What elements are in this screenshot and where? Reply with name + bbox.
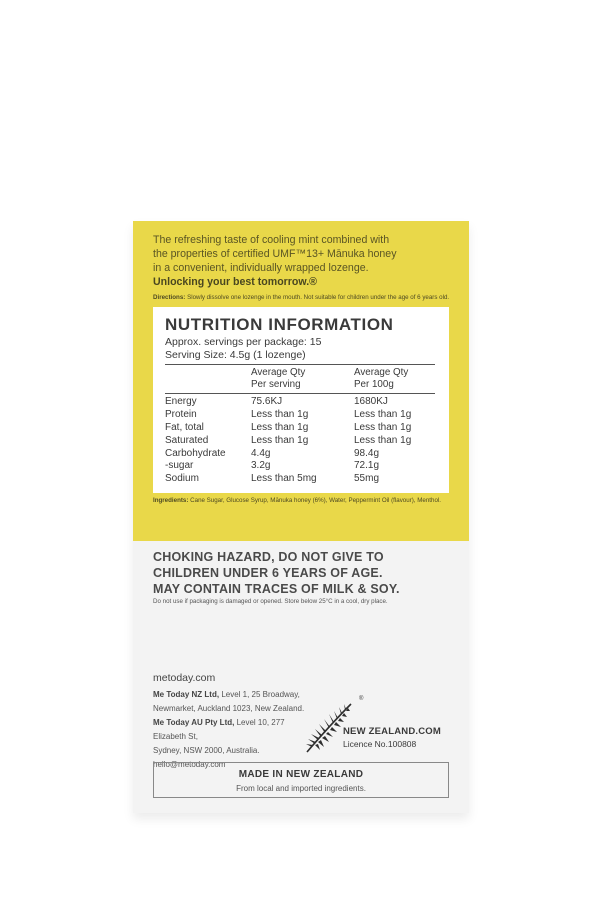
nutrient-per-100g: 72.1g	[354, 460, 380, 471]
storage-instructions: Do not use if packaging is damaged or opened. Store below 25°C in a cool, dry place.	[153, 598, 388, 605]
nutrient-per-100g: Less than 1g	[354, 422, 412, 433]
nutrient-per-100g: Less than 1g	[354, 409, 412, 420]
nutrient-per-serving: 4.4g	[251, 448, 271, 459]
column-header-per-serving-line2: Per serving	[251, 379, 301, 390]
directions-label: Directions:	[153, 294, 186, 301]
hazard-line-1: CHOKING HAZARD, DO NOT GIVE TO	[153, 550, 384, 564]
new-zealand-logo	[303, 698, 451, 754]
nutrition-title: NUTRITION INFORMATION	[165, 315, 394, 334]
nutrient-per-serving: Less than 5mg	[251, 473, 317, 484]
nutrient-per-serving: Less than 1g	[251, 435, 309, 446]
ingredients-label: Ingredients:	[153, 497, 189, 504]
tagline: Unlocking your best tomorrow.®	[153, 276, 317, 288]
licence-number: Licence No.100808	[343, 739, 417, 749]
product-description	[153, 233, 453, 289]
hazard-line-3: MAY CONTAIN TRACES OF MILK & SOY.	[153, 582, 400, 596]
column-header-per-100g-line1: Average Qty	[354, 367, 409, 378]
divider	[165, 393, 435, 394]
company-address	[153, 688, 313, 772]
nz-company: Me Today NZ Ltd,	[153, 690, 220, 699]
nutrition-panel	[153, 307, 449, 493]
nutrient-row	[165, 396, 445, 409]
nutrient-per-100g: 55mg	[354, 473, 380, 484]
nutrient-per-100g: Less than 1g	[354, 435, 412, 446]
ingredients	[153, 497, 473, 504]
column-header-per-100g	[354, 367, 408, 391]
divider	[165, 364, 435, 365]
nutrient-name: Fat, total	[165, 422, 204, 433]
nutrient-row	[165, 435, 445, 448]
column-header-per-100g-line2: Per 100g	[354, 379, 394, 390]
intro-line-2: the properties of certified UMF™13+ Mānuka honey	[153, 248, 397, 260]
hazard-line-2: CHILDREN UNDER 6 YEARS OF AGE.	[153, 566, 383, 580]
nutrient-per-serving: 3.2g	[251, 460, 271, 471]
nz-address-line-1: Level 1, 25 Broadway,	[221, 690, 300, 699]
nutrient-name: Protein	[165, 409, 197, 420]
directions	[153, 294, 473, 301]
nutrient-per-serving: 75.6KJ	[251, 396, 283, 407]
nutrient-name: Carbohydrate	[165, 448, 226, 459]
made-in-new-zealand-box	[153, 762, 449, 798]
nutrient-name: Sodium	[165, 473, 199, 484]
nutrient-per-serving: Less than 1g	[251, 409, 309, 420]
nutrient-row	[165, 473, 445, 486]
column-header-per-serving	[251, 367, 305, 391]
registered-mark: ®	[359, 696, 364, 702]
made-in-subtitle: From local and imported ingredients.	[236, 784, 366, 793]
package-back	[133, 221, 469, 813]
serving-size: Serving Size: 4.5g (1 lozenge)	[165, 349, 306, 361]
intro-line-1: The refreshing taste of cooling mint combined with	[153, 234, 390, 246]
ingredients-text: Cane Sugar, Glucose Syrup, Mānuka honey (6%), Water, Peppermint Oil (flavour), Menthol.	[190, 497, 441, 504]
made-in-title: MADE IN NEW ZEALAND	[238, 769, 364, 780]
nutrient-row	[165, 460, 445, 473]
nutrient-per-100g: 1680KJ	[354, 396, 388, 407]
directions-text: Slowly dissolve one lozenge in the mouth. Not suitable for children under the age of 6 years old.	[187, 294, 450, 301]
nutrient-row	[165, 409, 445, 422]
website: metoday.com	[153, 672, 216, 684]
column-header-per-serving-line1: Average Qty	[251, 367, 306, 378]
email: hello@metoday.com	[153, 760, 226, 769]
nutrient-per-serving: Less than 1g	[251, 422, 309, 433]
au-address-line-2: Sydney, NSW 2000, Australia.	[153, 746, 260, 755]
nutrient-name: Energy	[165, 396, 197, 407]
intro-line-3: in a convenient, individually wrapped lozenge.	[153, 262, 369, 274]
nutrient-name: Saturated	[165, 435, 209, 446]
nutrient-name: -sugar	[165, 460, 194, 471]
nz-brand-name: NEW ZEALAND.COM	[343, 726, 441, 737]
nutrient-per-100g: 98.4g	[354, 448, 380, 459]
yellow-section	[133, 221, 469, 541]
au-company: Me Today AU Pty Ltd,	[153, 718, 235, 727]
au-address-line-1: Level 10, 277 Elizabeth St,	[153, 718, 285, 741]
nz-address-line-2: Newmarket, Auckland 1023, New Zealand.	[153, 704, 305, 713]
choking-hazard-warning	[153, 549, 453, 597]
nutrient-row	[165, 422, 445, 435]
servings-per-package: Approx. servings per package: 15	[165, 336, 322, 348]
